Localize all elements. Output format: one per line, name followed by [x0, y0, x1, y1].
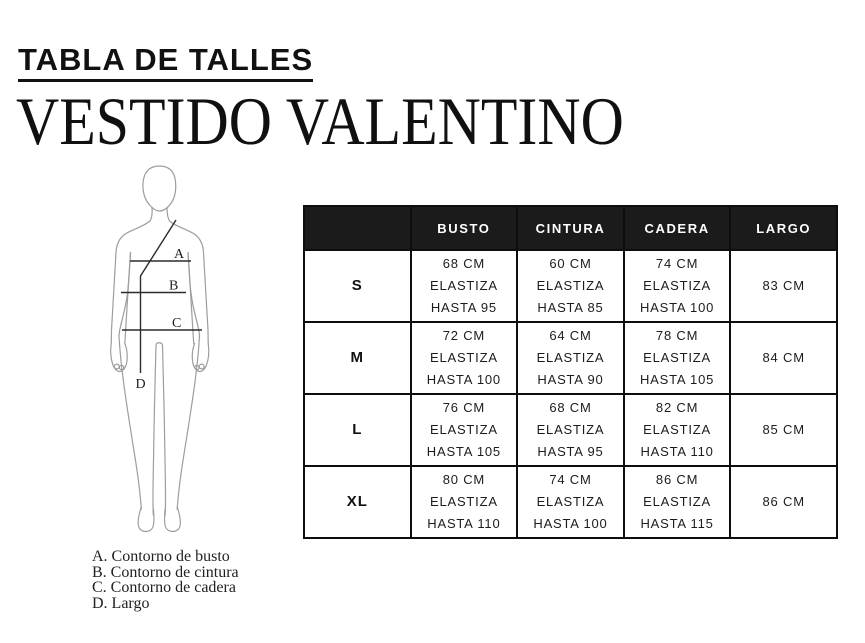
header-cell-largo: LARGO [730, 206, 837, 250]
cintura-cell [517, 466, 624, 538]
measurement-value: HASTA 115 [640, 516, 714, 531]
busto-cell [411, 394, 518, 466]
legend-item-waist: B. Contorno de cintura [92, 563, 239, 581]
header-cell-cadera: CADERA [624, 206, 731, 250]
legend-item-bust: A. Contorno de busto [92, 548, 230, 565]
measurement-value: HASTA 110 [640, 444, 714, 459]
busto-cell [411, 250, 518, 322]
legend-item-length: D. Largo [92, 594, 150, 612]
measurement-value: ELASTIZA [643, 422, 711, 437]
figure-neck-left [150, 208, 152, 222]
cadera-cell [624, 394, 731, 466]
figure-hand-left-fingers [114, 364, 119, 369]
cadera-cell [624, 322, 731, 394]
largo-cell [730, 466, 837, 538]
measurement-value: ELASTIZA [429, 278, 498, 293]
measurement-value: 85 CM [762, 422, 805, 437]
measurement-value: ELASTIZA [429, 422, 498, 437]
header-cell-busto: BUSTO [411, 206, 518, 250]
measurement-value: HASTA 100 [533, 516, 608, 531]
measurement-value: HASTA 90 [537, 372, 604, 387]
measurement-value: HASTA 85 [537, 300, 604, 315]
measurement-value: HASTA 95 [430, 300, 497, 315]
cadera-cell [624, 250, 731, 322]
waist-line-label: B [169, 278, 179, 294]
measurement-value: 76 CM [442, 400, 486, 415]
figure-foot-right [165, 507, 181, 531]
figure-leg-right-outer [177, 336, 199, 510]
measurement-value: HASTA 105 [426, 444, 501, 459]
measurement-value: HASTA 100 [639, 300, 715, 315]
figure-crotch [156, 343, 163, 345]
cintura-cell [517, 322, 624, 394]
header-cell-cintura: CINTURA [517, 206, 624, 250]
measurement-value: 72 CM [442, 328, 486, 343]
largo-cell [730, 250, 837, 322]
busto-cell [411, 466, 518, 538]
measurement-value: ELASTIZA [536, 350, 605, 365]
measurement-value: HASTA 110 [427, 516, 501, 531]
legend-item-hip: C. Contorno de cadera [92, 579, 236, 596]
figure-hand-right-fingers [199, 364, 204, 369]
bust-line-label: A [174, 247, 185, 262]
size-cell: L [304, 394, 411, 466]
body-measurement-diagram [85, 158, 255, 558]
measurement-value: 83 CM [762, 278, 805, 293]
table-row-l [304, 394, 837, 466]
measurement-value: 74 CM [655, 256, 699, 271]
figure-leg-left-inner [153, 345, 156, 515]
size-cell: S [304, 250, 411, 322]
measurement-value: ELASTIZA [536, 422, 605, 437]
measurement-value: ELASTIZA [429, 350, 498, 365]
figure-leg-right-inner [163, 345, 166, 515]
measurement-value: HASTA 100 [426, 372, 501, 387]
figure-arm-left-outer [111, 221, 150, 343]
measurement-value: 82 CM [655, 400, 699, 415]
measurement-value: 86 CM [762, 494, 805, 509]
measurement-value: 68 CM [549, 400, 592, 415]
table-row-m [304, 322, 837, 394]
measurement-value: 60 CM [549, 256, 592, 271]
table-header-row [304, 206, 837, 250]
figure-torso-left [119, 253, 131, 336]
table-row-xl [304, 466, 837, 538]
page-title: TABLA DE TALLES [18, 43, 313, 82]
figure-foot-left [138, 507, 154, 531]
measurement-value: 84 CM [762, 350, 805, 365]
measurement-legend [92, 549, 239, 611]
size-cell: M [304, 322, 411, 394]
largo-cell [730, 394, 837, 466]
measurement-value: HASTA 95 [537, 444, 604, 459]
measurement-value: 64 CM [549, 328, 592, 343]
cadera-cell [624, 466, 731, 538]
busto-cell [411, 322, 518, 394]
size-cell: XL [304, 466, 411, 538]
measurement-value: ELASTIZA [643, 494, 711, 509]
measurement-value: ELASTIZA [536, 494, 605, 509]
cintura-cell [517, 250, 624, 322]
hip-line-label: C [172, 316, 182, 331]
measurement-value: 68 CM [442, 256, 486, 271]
measurement-value: ELASTIZA [643, 278, 711, 293]
figure-neck-right [167, 208, 170, 222]
measurement-value: ELASTIZA [429, 494, 498, 509]
product-title: VESTIDO VALENTINO [16, 83, 624, 159]
length-line [141, 220, 177, 373]
measurement-value: 78 CM [655, 328, 699, 343]
measurement-value: 80 CM [442, 472, 486, 487]
cintura-cell [517, 394, 624, 466]
measurement-value: ELASTIZA [536, 278, 605, 293]
figure-torso-right [188, 253, 200, 336]
size-table [303, 205, 838, 539]
measurement-value: ELASTIZA [643, 350, 711, 365]
header-cell-corner [304, 206, 411, 250]
measurement-value: 74 CM [549, 472, 592, 487]
figure-head [143, 166, 176, 211]
figure-leg-left-outer [119, 336, 141, 510]
table-row-s [304, 250, 837, 322]
length-line-label: D [135, 377, 146, 392]
measurement-value: 86 CM [655, 472, 699, 487]
measurement-value: HASTA 105 [639, 372, 715, 387]
largo-cell [730, 322, 837, 394]
